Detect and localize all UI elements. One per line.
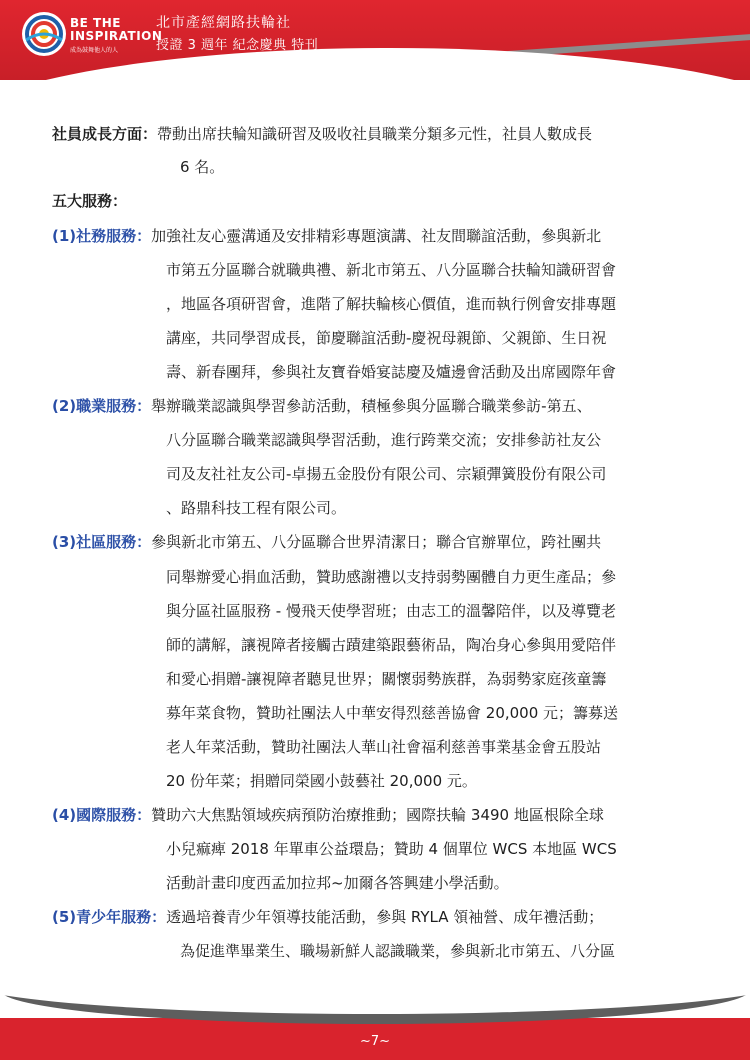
- service-3-line-3: 與分區社區服務 - 慢飛天使學習班；由志工的溫馨陪伴，以及導覽老: [166, 602, 616, 620]
- service-4-line-3: 活動計畫印度西孟加拉邦~加爾各答興建小學活動。: [166, 874, 509, 892]
- service-3-line-8: 20 份年菜；捐贈同榮國小鼓藝社 20,000 元。: [166, 772, 477, 790]
- header-title: 北市產經網路扶輪社: [156, 15, 291, 31]
- service-1-line-1: [52, 226, 601, 246]
- service-1-text-1: 加強社友心靈溝通及安排精彩專題演講、社友間聯誼活動，參與新北: [151, 227, 602, 245]
- page-number: ~7~: [359, 1034, 391, 1049]
- service-5-line-2: 為促進準畢業生、職場新鮮人認識職業，參與新北市第五、八分區: [180, 942, 616, 960]
- rotary-logo: [22, 12, 163, 58]
- service-3-line-6: 募年菜食物，贊助社團法人中華安得烈慈善協會 20,000 元；籌募送: [166, 704, 619, 722]
- logo-emblem-icon: [22, 12, 66, 56]
- service-2-line-4: 、路鼎科技工程有限公司。: [166, 499, 347, 517]
- service-3-line-5: 和愛心捐贈-讓視障者聽見世界；關懷弱勢族群，為弱勢家庭孩童籌: [166, 670, 607, 688]
- service-5-label: (5)青少年服務：: [52, 908, 167, 926]
- service-3-text-1: 參與新北市第五、八分區聯合世界清潔日；聯合官辦單位，跨社團共: [151, 533, 602, 551]
- service-3-line-1: [52, 532, 601, 552]
- service-2-text-1: 舉辦職業認識與學習參訪活動，積極參與分區聯合職業參訪-第五、: [151, 397, 592, 415]
- service-2-label: (2)職業服務：: [52, 397, 152, 415]
- service-3-label: (3)社區服務：: [52, 533, 152, 551]
- service-4-line-1: [52, 805, 604, 825]
- service-1-line-5: 壽、新春團拜，參與社友寶眷婚宴誌慶及爐邊會活動及出席國際年會: [166, 363, 617, 381]
- service-5-line-1: [52, 907, 603, 927]
- service-4-label: (4)國際服務：: [52, 806, 152, 824]
- service-5-text-1: 透過培養青少年領導技能活動，參與 RYLA 領袖營、成年禮活動；: [166, 908, 604, 926]
- header-subtitle: 授證 3 週年 紀念慶典 特刊: [156, 38, 319, 53]
- service-2-line-3: 司及友社社友公司-卓揚五金股份有限公司、宗穎彈簧股份有限公司: [166, 465, 607, 483]
- growth-line-1: [52, 124, 592, 144]
- service-4-text-1: 贊助六大焦點領域疾病預防治療推動；國際扶輪 3490 地區根除全球: [151, 806, 604, 824]
- service-2-line-2: 八分區聯合職業認識與學習活動，進行跨業交流；安排參訪社友公: [166, 431, 602, 449]
- service-1-line-4: 講座，共同學習成長，節慶聯誼活動-慶祝母親節、父親節、生日祝: [166, 329, 607, 347]
- growth-line-2: 6 名。: [180, 158, 225, 176]
- service-3-line-2: 同舉辦愛心捐血活動，贊助感謝禮以支持弱勢團體自力更生產品；參: [166, 568, 617, 586]
- service-1-line-3: ，地區各項研習會，進階了解扶輪核心價值，進而執行例會安排專題: [166, 295, 617, 313]
- service-1-label: (1)社務服務：: [52, 227, 152, 245]
- five-services-heading: 五大服務：: [52, 192, 128, 210]
- page-header: [0, 0, 750, 80]
- service-2-line-1: [52, 396, 592, 416]
- growth-text-1: 帶動出席扶輪知識研習及吸收社員職業分類多元性，社員人數成長: [157, 125, 593, 143]
- service-3-line-7: 老人年菜活動，贊助社團法人華山社會福利慈善事業基金會五股站: [166, 738, 602, 756]
- service-4-line-2: 小兒痲痺 2018 年單車公益環島；贊助 4 個單位 WCS 本地區 WCS: [166, 840, 617, 858]
- logo-text-be-the: BE THE: [70, 16, 121, 30]
- growth-label: 社員成長方面：: [52, 125, 158, 143]
- service-3-line-4: 師的講解，讓視障者接觸古蹟建築跟藝術品，陶冶身心參與用愛陪伴: [166, 636, 617, 654]
- logo-text-inspiration: INSPIRATION: [70, 29, 163, 43]
- logo-text-slogan: 成為鼓舞他人的人: [70, 47, 119, 54]
- service-1-line-2: 市第五分區聯合就職典禮、新北市第五、八分區聯合扶輪知識研習會: [166, 261, 617, 279]
